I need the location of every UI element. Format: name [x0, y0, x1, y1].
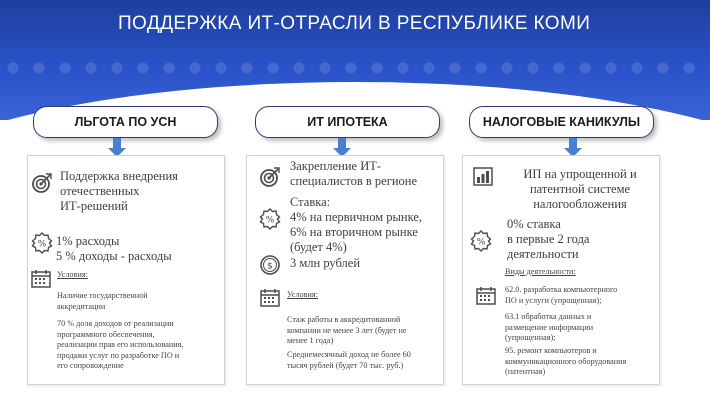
text-line: патентной системе: [529, 182, 631, 196]
target-icon: [259, 166, 281, 188]
text-line: ПО и услуги (упрощенная);: [505, 295, 602, 305]
text-line: 4% на первичном рынке,: [290, 210, 423, 224]
text-line: программного обеспечения,: [57, 329, 155, 339]
calendar-icon: [259, 287, 281, 309]
text-line: в первые 2 года: [507, 232, 590, 246]
text-line: 62.0. разработка компьютерного: [505, 285, 618, 294]
text-line: Ставка:: [290, 195, 331, 209]
mortgage-item1: [290, 159, 417, 189]
percent-badge-icon: [259, 208, 281, 230]
usn-item2: [56, 234, 172, 264]
coin-icon: [259, 254, 281, 276]
text-line: специалистов в регионе: [290, 174, 418, 188]
svg-text:%: %: [476, 237, 486, 248]
text-line: аккредитации: [57, 301, 106, 311]
text-line: отечественных: [60, 184, 140, 198]
text-line: 6% на вторичном рынке: [290, 225, 418, 239]
text-line: (патентная): [505, 367, 546, 376]
tax-item1: [509, 167, 651, 212]
svg-text:%: %: [265, 215, 275, 226]
usn-item1: [60, 169, 178, 214]
tax-item2: [507, 217, 589, 262]
header-tax-holidays: НАЛОГОВЫЕ КАНИКУЛЫ: [469, 106, 654, 138]
percent-badge-icon: [470, 230, 492, 252]
mortgage-conditions-label: Условия:: [287, 290, 318, 299]
text-line: 0% ставка: [507, 217, 561, 231]
banner-dot-pattern: [0, 55, 710, 85]
text-line: компании не менее 3 лет (будет не: [287, 325, 407, 335]
percent-badge-icon: [31, 232, 53, 254]
text-line: налогообложения: [533, 197, 627, 211]
text-line: (будет 4%): [290, 240, 347, 254]
text-line: 70 % доля доходов от реализации: [57, 319, 174, 328]
usn-note1: [57, 291, 148, 312]
svg-text:$: $: [267, 261, 273, 272]
tax-note3: [505, 346, 626, 378]
calendar-icon: [475, 285, 497, 307]
bar-chart-icon: [472, 165, 494, 187]
mortgage-note1: [287, 315, 407, 347]
text-line: коммуникационного оборудования: [505, 356, 627, 366]
text-line: Среднемесячный доход не более 60: [287, 350, 411, 359]
text-line: реализации прав его использования,: [57, 340, 184, 349]
text-line: тысяч рублей (будет 70 тыс. руб.): [287, 360, 404, 370]
text-line: 63.1 обработка данных и: [505, 312, 592, 321]
text-line: деятельности: [507, 247, 579, 261]
usn-conditions-label: Условия:: [57, 270, 88, 279]
tax-note1: [505, 285, 617, 306]
text-line: 5 % доходы - расходы: [56, 249, 172, 263]
mortgage-item3: 3 млн рублей: [290, 256, 361, 270]
calendar-icon: [30, 268, 52, 290]
text-line: продажи услуг по разработке ПО и: [57, 350, 180, 360]
tax-activities-label: Виды деятельности:: [505, 267, 576, 276]
text-line: 1% расходы: [56, 234, 120, 248]
svg-text:%: %: [37, 239, 47, 250]
text-line: ИП на упрощенной и: [523, 167, 637, 181]
usn-note2: [57, 319, 183, 372]
text-line: ИТ-решений: [60, 199, 128, 213]
header-usn: ЛЬГОТА ПО УСН: [33, 106, 218, 138]
text-line: (упрощенная);: [505, 333, 556, 342]
text-line: Закрепление ИТ-: [290, 159, 382, 173]
text-line: Стаж работы в аккредитованной: [287, 315, 401, 324]
text-line: его сопровождение: [57, 361, 124, 370]
page-title: ПОДДЕРЖКА ИТ-ОТРАСЛИ В РЕСПУБЛИКЕ КОМИ: [118, 13, 591, 34]
text-line: Поддержка внедрения: [60, 169, 178, 183]
target-icon: [31, 172, 53, 194]
text-line: Наличие государственной: [57, 291, 148, 300]
header-mortgage: ИТ ИПОТЕКА: [255, 106, 440, 138]
text-line: менее 1 года): [287, 336, 334, 345]
mortgage-note2: [287, 350, 411, 371]
text-line: 95. ремонт компьютеров и: [505, 346, 597, 355]
tax-note2: [505, 312, 593, 344]
text-line: размещение информации: [505, 322, 594, 332]
mortgage-item2: [290, 195, 422, 255]
